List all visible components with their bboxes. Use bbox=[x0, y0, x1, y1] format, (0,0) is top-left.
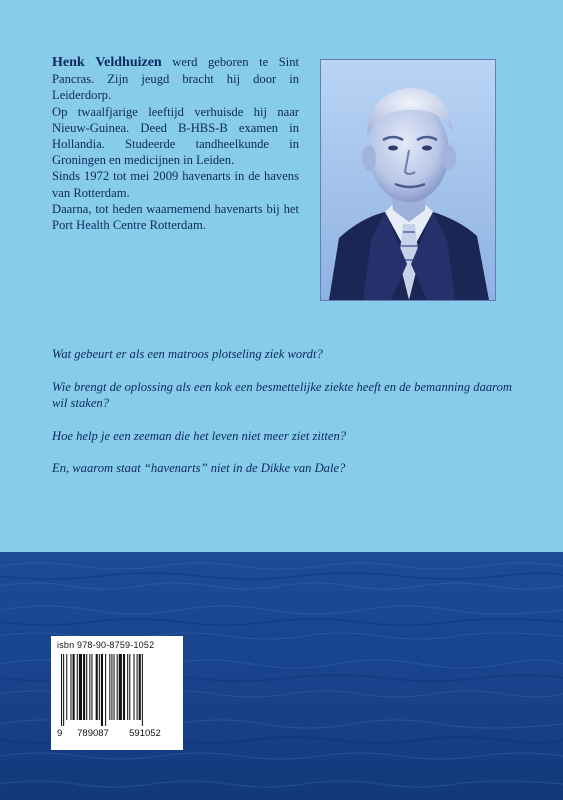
barcode-bar bbox=[127, 654, 128, 720]
author-name: Henk Veldhuizen bbox=[52, 55, 162, 70]
barcode-bar bbox=[77, 654, 78, 720]
barcode-bar bbox=[63, 654, 64, 726]
question-1: Wat gebeurt er als een matroos plotseling ziek wordt? bbox=[52, 347, 323, 361]
bio-paragraph-3: Sinds 1972 tot mei 2009 havenarts in de havens van Rotterdam. bbox=[52, 169, 299, 200]
barcode-bar bbox=[119, 654, 122, 720]
barcode-bar bbox=[86, 654, 87, 720]
barcode-bar bbox=[109, 654, 110, 720]
bio-paragraph-2: Op twaalfjarige leeftijd verhuisde hij naar Nieuw-Guinea. Deed B-HBS-B examen in Hollandia. Studeerde tandheelkunde in Groningen en medicijnen in Leiden. bbox=[52, 104, 299, 168]
barcode-bar bbox=[89, 654, 90, 720]
question-2: Wie brengt de oplossing als een kok een besmettelijke ziekte heeft en de bemanning daarom wil staken? bbox=[52, 379, 513, 410]
blurb-questions bbox=[52, 346, 522, 493]
barcode-bar bbox=[66, 654, 67, 720]
author-portrait-image bbox=[321, 60, 495, 300]
barcode-digit-first: 9 bbox=[57, 728, 63, 739]
isbn-label: isbn 978-90-8759-1052 bbox=[57, 640, 155, 650]
barcode-bar bbox=[83, 654, 85, 720]
barcode-bar bbox=[105, 654, 106, 726]
bio-birth-text: werd geboren te Sint Pancras. Zijn jeugd bracht hij door in Leiderdorp. bbox=[52, 55, 299, 103]
barcode-bar bbox=[129, 654, 130, 720]
question-3: Hoe help je een zeeman die het leven niet meer ziet zitten? bbox=[52, 428, 347, 443]
barcode-bar bbox=[139, 654, 141, 720]
barcode-digits-right: 591052 bbox=[129, 728, 161, 739]
barcode-bar bbox=[79, 654, 82, 720]
barcode-bar bbox=[73, 654, 75, 720]
barcode-bar bbox=[99, 654, 100, 720]
barcode-bar bbox=[61, 654, 62, 726]
barcode-icon bbox=[57, 654, 177, 726]
barcode-digits-left: 789087 bbox=[77, 728, 109, 739]
barcode-bar bbox=[96, 654, 98, 720]
isbn-barcode-panel bbox=[51, 636, 183, 750]
author-bio bbox=[52, 54, 299, 233]
bio-paragraph-4: Daarna, tot heden waarnemend havenarts bij het Port Health Centre Rotterdam. bbox=[52, 201, 299, 233]
barcode-bar bbox=[123, 654, 125, 720]
question-4: En, waarom staat “havenarts” niet in de Dikke van Dale? bbox=[52, 461, 346, 475]
bio-paragraph-1 bbox=[52, 54, 299, 104]
author-photo bbox=[320, 59, 496, 301]
barcode-bar bbox=[101, 654, 103, 726]
barcode-bar bbox=[117, 654, 118, 720]
barcode-bar bbox=[142, 654, 143, 726]
barcode-digits bbox=[57, 728, 177, 739]
barcode-bar bbox=[133, 654, 134, 720]
barcode-bar bbox=[70, 654, 71, 720]
barcode-bar bbox=[111, 654, 112, 720]
barcode-bar bbox=[91, 654, 92, 720]
barcode-bar bbox=[114, 654, 115, 720]
barcode-bar bbox=[137, 654, 138, 720]
